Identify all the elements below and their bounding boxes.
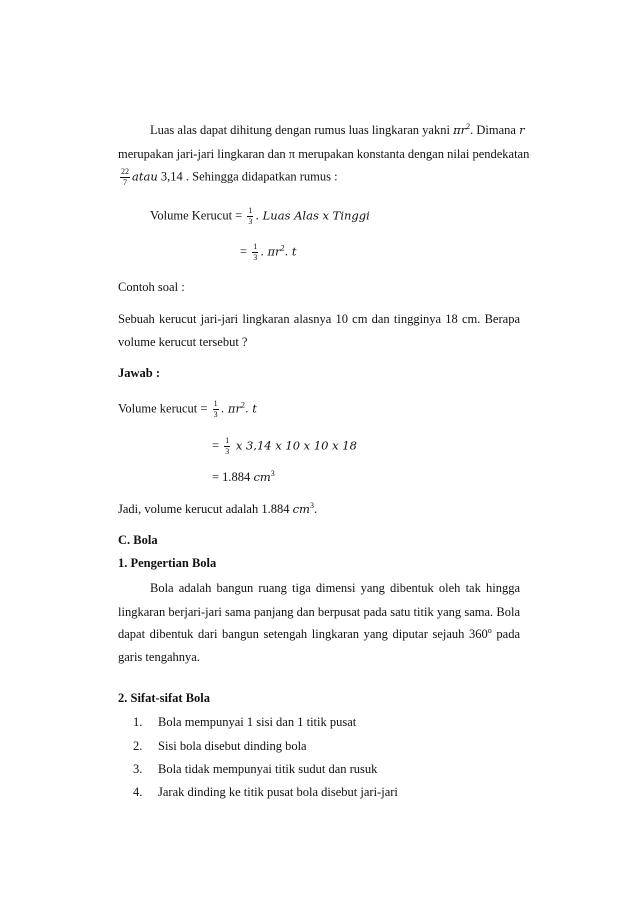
math-atau: atau [132, 169, 158, 184]
math-unit: cm [292, 502, 310, 516]
superscript: 2 [280, 243, 285, 253]
answer-line3 [212, 471, 275, 484]
text: Jadi, volume kerucut adalah 1.884 [118, 502, 293, 516]
math-expression: . t [244, 401, 257, 416]
text: Luas alas dapat dihitung dengan rumus luas lingkaran yakni [150, 123, 454, 137]
list-item-number: 2. [133, 739, 143, 753]
text: 3,14 . Sehingga didapatkan rumus : [157, 169, 338, 184]
answer-title: Jawab : [118, 366, 161, 380]
text: . [313, 502, 318, 516]
list-item-number: 3. [133, 762, 143, 776]
fraction-1-3: $\frac{1}{3}$ [253, 242, 258, 262]
math-unit: cm [253, 470, 271, 484]
sphere-definition-line1: Bola adalah bangun ruang tiga dimensi yang dibentuk oleh tak hingga [150, 581, 520, 595]
list-item-number: 1. [133, 715, 143, 729]
list-item-number: 4. [133, 785, 143, 799]
answer-line2 [212, 437, 357, 456]
superscript: 3 [309, 501, 314, 510]
math-expression: . πr [260, 244, 281, 259]
text: Volume kerucut = [118, 401, 211, 416]
para1-line3 [118, 168, 338, 187]
text: = [212, 438, 223, 453]
fraction-1-3: $\frac{1}{3}$ [248, 206, 253, 226]
fraction-1-3: $\frac{1}{3}$ [213, 399, 218, 419]
math-r: r [519, 123, 525, 137]
subsection-heading-1: 1. Pengertian Bola [118, 556, 217, 570]
list-item-text: Bola tidak mempunyai titik sudut dan rusuk [158, 762, 378, 776]
example-question-line2: volume kerucut tersebut ? [118, 335, 248, 349]
text: Volume Kerucut = [150, 208, 246, 223]
formula-line2 [240, 243, 297, 262]
fraction-1-3: $\frac{1}{3}$ [225, 436, 230, 456]
math-expression: . t [284, 244, 297, 259]
superscript-degree: o [487, 626, 492, 635]
text: pada [491, 627, 520, 641]
sphere-definition-line4: garis tengahnya. [118, 650, 200, 664]
subsection-heading-2: 2. Sifat-sifat Bola [118, 691, 211, 705]
text: = [240, 244, 251, 259]
list-item-text: Bola mempunyai 1 sisi dan 1 titik pusat [158, 715, 357, 729]
text: = 1.884 [212, 470, 254, 484]
fraction-22-7: $\frac{22}{7}$ [121, 167, 129, 187]
para1-line2: merupakan jari-jari lingkaran dan π merupakan konstanta dengan nilai pendekatan [118, 147, 530, 161]
example-title: Contoh soal : [118, 280, 185, 294]
text: . Dimana [470, 123, 520, 137]
conclusion [118, 503, 317, 516]
para1-line1 [150, 124, 525, 137]
formula-line1 [150, 207, 370, 226]
sphere-definition-line3 [118, 628, 520, 641]
math-expression: x 3,14 x 10 x 10 x 18 [232, 438, 357, 453]
sphere-definition-line2: lingkaran berjari-jari sama panjang dan berpusat pada satu titik yang sama. Bola [118, 605, 520, 619]
answer-line1 [118, 400, 257, 419]
list-item-text: Jarak dinding ke titik pusat bola disebut jari-jari [158, 785, 398, 799]
superscript: 2 [240, 400, 245, 410]
text: dapat dibentuk dari bangun setengah lingkaran yang diputar sejauh 360 [118, 627, 488, 641]
example-question-line1: Sebuah kerucut jari-jari lingkaran alasnya 10 cm dan tingginya 18 cm. Berapa [118, 312, 520, 326]
section-heading: C. Bola [118, 533, 158, 547]
superscript: 3 [270, 469, 275, 478]
math-pi-r: πr [453, 123, 467, 137]
math-expression: . πr [220, 401, 241, 416]
superscript: 2 [466, 122, 471, 131]
math-expression: . Luas Alas x Tinggi [255, 208, 370, 223]
list-item-text: Sisi bola disebut dinding bola [158, 739, 307, 753]
